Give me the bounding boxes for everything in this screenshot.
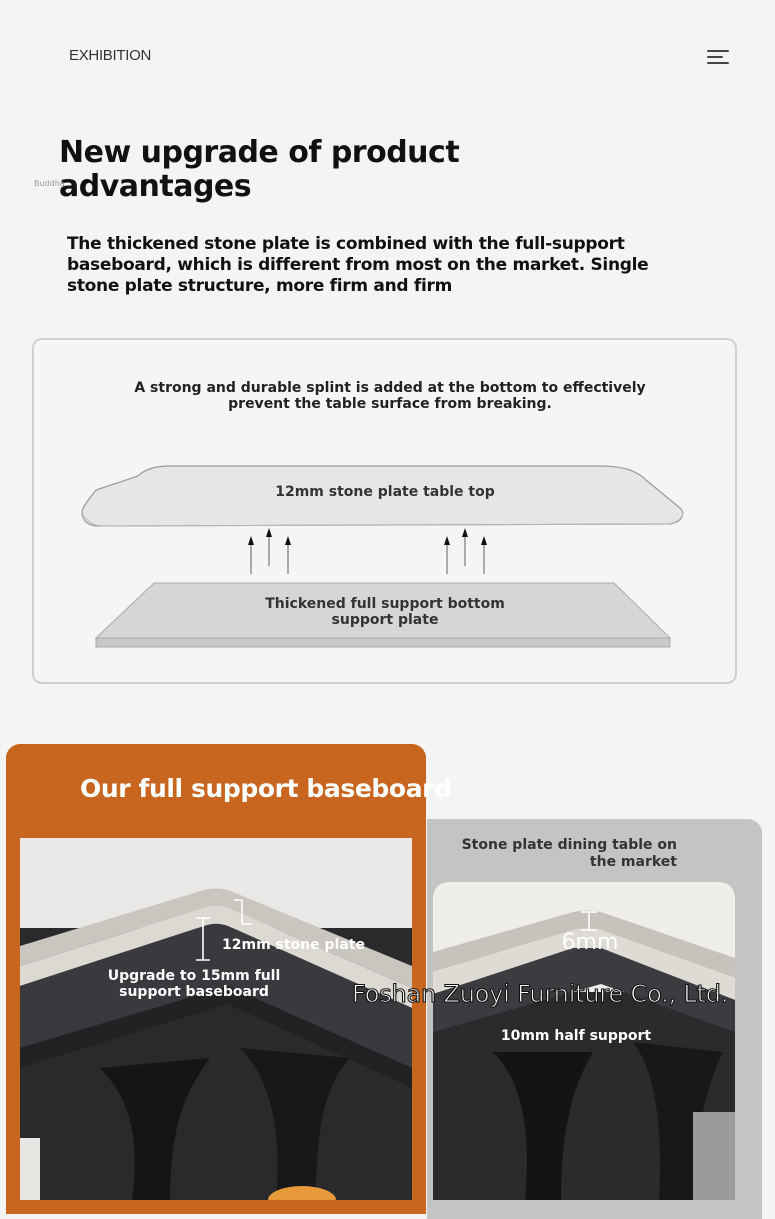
our-table-photo — [20, 838, 412, 1200]
brand-name: EXHIBITION — [69, 47, 152, 64]
market-plate-label: 6mm — [561, 930, 619, 955]
our-support-label: Upgrade to 15mm full support baseboard — [107, 968, 281, 1000]
page-title: New upgrade of product advantages — [59, 135, 460, 204]
company-watermark: Foshan Zuoyi Furniture Co., Ltd. — [352, 980, 729, 1008]
market-card-title: Stone plate dining table on the market — [461, 837, 677, 870]
up-arrow-icon — [248, 528, 487, 574]
page-subtitle: The thickened stone plate is combined with the full-support baseboard, which is different from most on the market. Single stone plate structure, more firm and firm — [67, 234, 649, 296]
our-plate-label: 12mm stone plate — [222, 937, 365, 953]
bottom-plate-label: Thickened full support bottom support plate — [265, 596, 505, 628]
our-card-title: Our full support baseboard — [80, 774, 452, 803]
diagram-caption: A strong and durable splint is added at the bottom to effectively prevent the table surface from breaking. — [134, 380, 646, 412]
market-support-label: 10mm half support — [500, 1028, 652, 1044]
top-plate-label: 12mm stone plate table top — [275, 484, 495, 500]
faint-label: Buddha — [34, 179, 65, 188]
